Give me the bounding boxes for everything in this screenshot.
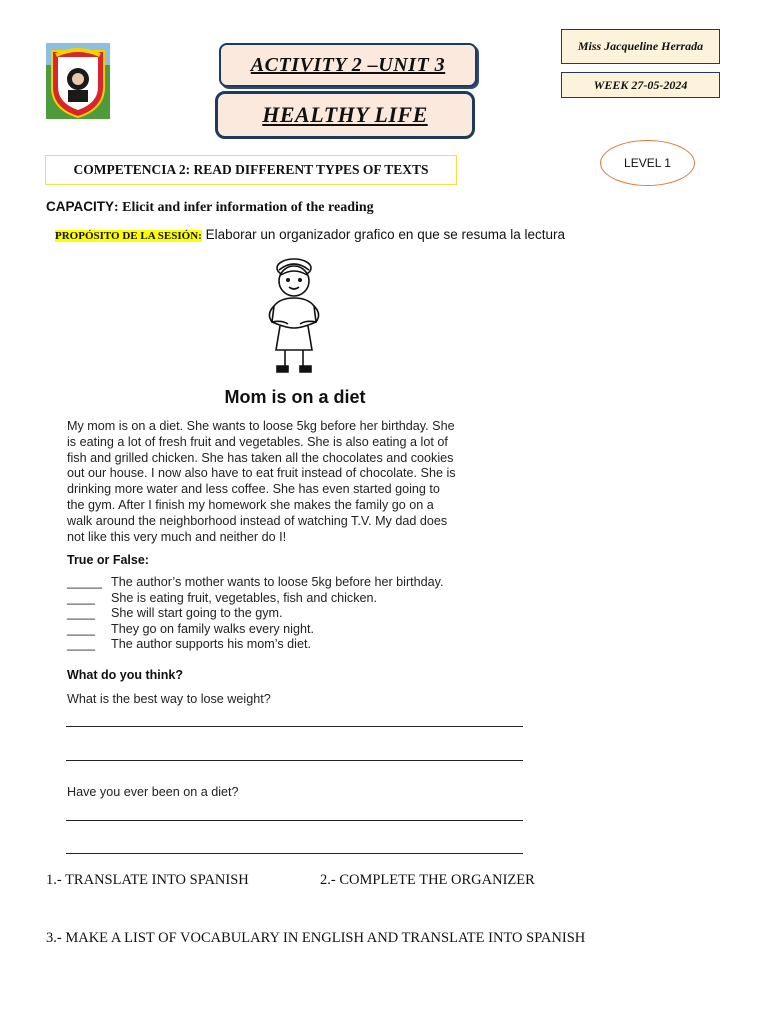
purpose-label: PROPÓSITO DE LA SESIÓN: [55,230,202,242]
answer-line[interactable] [66,760,523,761]
reading-line: the gym. After I finish my homework she makes the family go on a [67,497,434,512]
statement-text: The author supports his mom’s diet. [111,637,311,652]
true-false-item[interactable] [67,637,444,653]
answer-line[interactable] [66,726,523,727]
statement-text: She is eating fruit, vegetables, fish and chicken. [111,590,378,605]
reading-line: walk around the neighborhood instead of watching T.V. My dad does [67,513,448,528]
competence-box: COMPETENCIA 2: READ DIFFERENT TYPES OF TEXTS [45,155,457,185]
reading-line: drinking more water and less coffee. She has even started going to [67,482,440,497]
task-organizer: 2.- COMPLETE THE ORGANIZER [320,872,535,888]
task-vocabulary: 3.- MAKE A LIST OF VOCABULARY IN ENGLISH AND TRANSLATE INTO SPANISH [46,930,586,946]
capacity-text: : Elicit and infer information of the reading [114,200,374,215]
topic-title: HEALTHY LIFE [215,91,475,139]
reading-line: not like this very much and neither do I! [67,529,287,544]
reading-text [67,419,537,545]
purpose-text: Elaborar un organizador grafico en que se resuma la lectura [201,227,566,242]
answer-blank[interactable]: _____ [67,575,103,589]
mom-illustration [252,254,336,376]
activity-title: ACTIVITY 2 –UNIT 3 [219,43,477,87]
capacity-line [46,199,374,216]
task-translate: 1.- TRANSLATE INTO SPANISH [46,872,249,888]
teacher-name: Miss Jacqueline Herrada [561,29,720,64]
level-badge: LEVEL 1 [600,140,695,186]
question-2: Have you ever been on a diet? [67,785,239,799]
true-false-item[interactable] [67,591,444,607]
answer-blank[interactable]: ____ [67,606,96,621]
true-false-item[interactable] [67,622,444,638]
true-false-item[interactable] [67,606,444,622]
reading-line: fish and grilled chicken. She has taken all the chocolates and cookies [67,450,454,465]
statement-text: The author’s mother wants to loose 5kg before her birthday. [111,575,444,589]
statement-text: She will start going to the gym. [111,606,283,621]
reading-line: is eating a lot of fresh fruit and vegetables. She is also eating a lot of [67,434,448,449]
reading-line: out our house. I now also have to eat fruit instead of chocolate. She is [67,466,456,481]
capacity-label: CAPACITY [46,199,115,214]
answer-line[interactable] [66,820,523,821]
true-false-item[interactable] [67,575,444,591]
reading-line: My mom is on a diet. She wants to loose 5kg before her birthday. She [67,419,455,433]
reading-title: Mom is on a diet [224,387,366,407]
school-logo [46,43,110,119]
true-false-list [67,575,444,653]
answer-blank[interactable]: ____ [67,621,96,636]
statement-text: They go on family walks every night. [111,621,314,636]
opinion-heading: What do you think? [67,668,183,682]
purpose-line [55,227,565,242]
answer-blank[interactable]: ____ [67,590,96,605]
question-1: What is the best way to lose weight? [67,692,271,706]
answer-line[interactable] [66,853,523,854]
answer-blank[interactable]: ____ [67,637,96,652]
week-date: WEEK 27-05-2024 [561,72,720,98]
true-false-heading: True or False: [67,553,149,567]
